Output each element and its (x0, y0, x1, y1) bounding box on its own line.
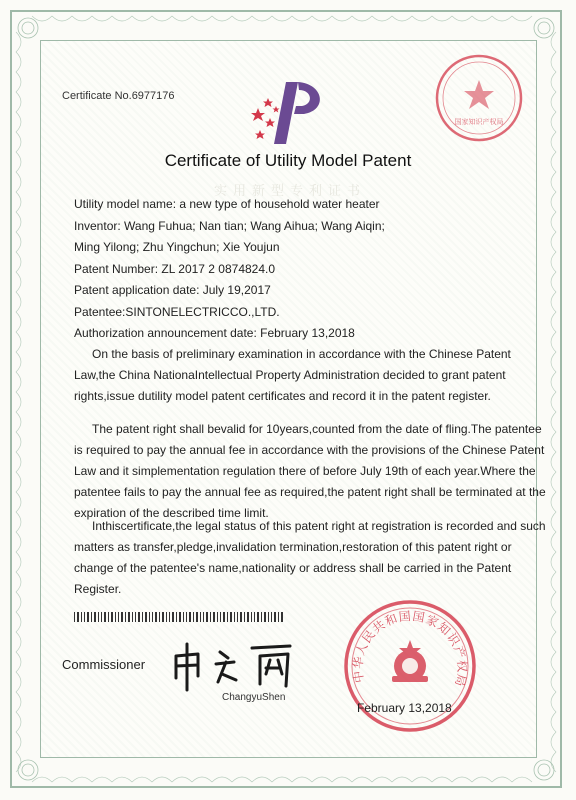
watermark-text: 实用新型专利证书 (213, 184, 366, 199)
page-title: Certificate of Utility Model Patent (164, 151, 412, 170)
paragraph-line: expiration of the described time limit. (74, 506, 269, 520)
paragraph-line: rights,issue dutility model patent certificates and record it in the patent register. (74, 389, 491, 403)
paragraph-examination (74, 344, 514, 407)
application-date: Patent application date: July 19,2017 (74, 283, 271, 297)
patent-details (74, 194, 514, 345)
paragraph-line: Inthiscertificate,the legal status of this patent right at registration is recorded and such (92, 519, 546, 533)
patentee: Patentee:SINTONELECTRICCO.,LTD. (74, 304, 280, 319)
commissioner-label: Commissioner (62, 657, 146, 672)
handwritten-signature (168, 638, 308, 694)
utility-model-name: Utility model name: a new type of household water heater (74, 197, 380, 211)
paragraph-line: matters as transfer,pledge,invalidation termination,restoration of this patent right or (74, 540, 512, 554)
paragraph-legal-status (74, 516, 546, 600)
svg-text:中华人民共和国国家知识产权局: 中华人民共和国国家知识产权局 (350, 608, 470, 689)
paragraph-line: Register. (74, 582, 122, 596)
seal-date: February 13,2018 (357, 701, 452, 715)
official-seal (340, 596, 480, 736)
patent-number: Patent Number: ZL 2017 2 0874824.0 (74, 261, 276, 276)
paragraph-line: change of the patentee's name,nationality or address shall be carried in the Patent (74, 561, 512, 575)
inventor-line-1: Inventor: Wang Fuhua; Nan tian; Wang Aihua; Wang Aiqin; (74, 218, 385, 233)
signer-name: ChangyuShen (222, 692, 286, 703)
paragraph-validity (74, 419, 546, 524)
barcode (74, 612, 284, 622)
cnipa-logo-icon (244, 80, 334, 146)
paragraph-line: The patent right shall bevalid for 10years,counted from the date of fling.The patentee (92, 422, 542, 436)
authorization-date: Authorization announcement date: February 13,2018 (74, 326, 355, 340)
top-official-stamp (433, 52, 525, 144)
paragraph-line: On the basis of preliminary examination in accordance with the Chinese Patent (92, 347, 511, 361)
paragraph-line: Law and it simplementation regulation there of before July 19th of each year.Where the (74, 464, 536, 478)
certificate-number: Certificate No.6977176 (62, 90, 175, 102)
svg-text:国家知识产权局: 国家知识产权局 (454, 118, 504, 126)
inventor-line-2: Ming Yilong; Zhu Yingchun; Xie Youjun (74, 240, 280, 254)
paragraph-line: Law,the China NationaIntellectual Property Administration decided to grant patent (74, 368, 506, 382)
paragraph-line: patentee fails to pay the annual fee as required,the patent right shall be terminated at the (74, 485, 546, 499)
paragraph-line: is required to pay the annual fee in accordance with the provisions of the Chinese Patent (74, 443, 545, 457)
